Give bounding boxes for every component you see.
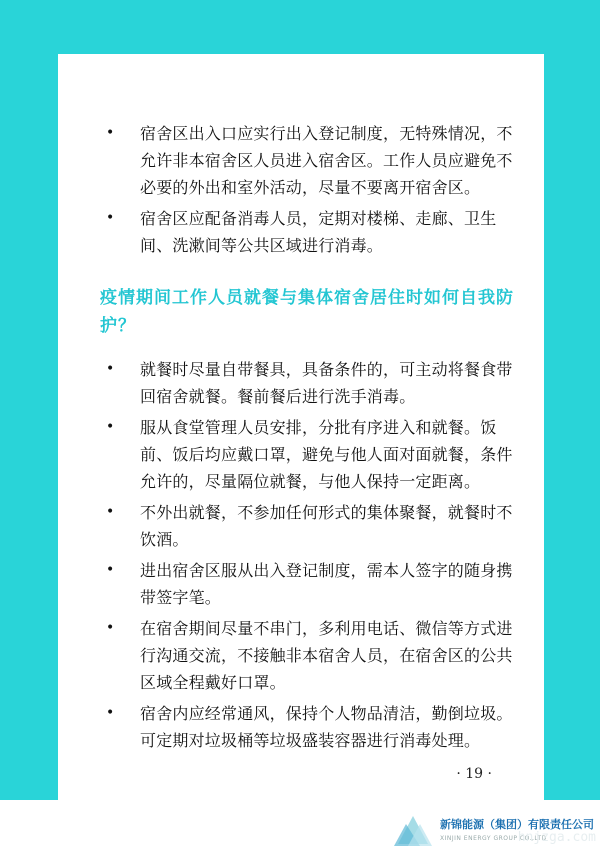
list-item	[106, 499, 526, 553]
document-page	[58, 54, 544, 800]
list-item	[106, 557, 526, 611]
bullet-icon: •	[106, 562, 115, 578]
company-subtext: XINJIN ENERGY GROUP CO.,LTD	[440, 835, 547, 842]
section-heading: 疫情期间工作人员就餐与集体宿舍居住时如何自我防护？	[100, 288, 514, 336]
footer-watermark-bar	[0, 800, 600, 858]
list-item	[106, 615, 526, 696]
list-item	[106, 414, 526, 495]
bullet-icon: •	[106, 620, 115, 636]
bullet-icon: •	[106, 125, 115, 141]
bullet-icon: •	[106, 419, 115, 435]
list-item-text: 进出宿舍区服从出入登记制度，需本人签字的随身携带签字笔。	[140, 561, 513, 607]
bullet-icon: •	[106, 210, 115, 226]
list-item	[106, 205, 526, 259]
list-item-text: 不外出就餐，不参加任何形式的集体聚餐，就餐时不饮酒。	[140, 503, 513, 549]
page-number: · 19 ·	[456, 766, 492, 782]
site-watermark: hnjzga.com	[517, 830, 596, 845]
list-item	[106, 700, 526, 754]
bullet-list-dining	[106, 356, 526, 758]
list-item-text: 宿舍区出入口应实行出入登记制度，无特殊情况，不允许非本宿舍区人员进入宿舍区。工作人员应避免不必要的外出和室外活动，尽量不要离开宿舍区。	[140, 124, 513, 197]
bullet-icon: •	[106, 361, 115, 377]
bullet-list-dormitory	[106, 120, 526, 263]
bullet-icon: •	[106, 504, 115, 520]
list-item-text: 在宿舍期间尽量不串门，多利用电话、微信等方式进行沟通交流，不接触非本宿舍人员，在宿舍区的公共区域全程戴好口罩。	[140, 619, 513, 692]
list-item-text: 宿舍区应配备消毒人员，定期对楼梯、走廊、卫生间、洗漱间等公共区域进行消毒。	[140, 209, 497, 255]
bullet-icon: •	[106, 705, 115, 721]
company-logo-icon	[394, 814, 432, 848]
list-item-text: 宿舍内应经常通风，保持个人物品清洁，勤倒垃圾。可定期对垃圾桶等垃圾盛装容器进行消毒处理。	[140, 704, 513, 750]
list-item	[106, 120, 526, 201]
list-item-text: 就餐时尽量自带餐具，具备条件的，可主动将餐食带回宿舍就餐。餐前餐后进行洗手消毒。	[140, 360, 513, 406]
list-item-text: 服从食堂管理人员安排，分批有序进入和就餐。饭前、饭后均应戴口罩，避免与他人面对面就餐，条件允许的，尽量隔位就餐，与他人保持一定距离。	[140, 418, 513, 491]
company-name: 新锦能源（集团）有限责任公司	[440, 818, 594, 831]
list-item	[106, 356, 526, 410]
